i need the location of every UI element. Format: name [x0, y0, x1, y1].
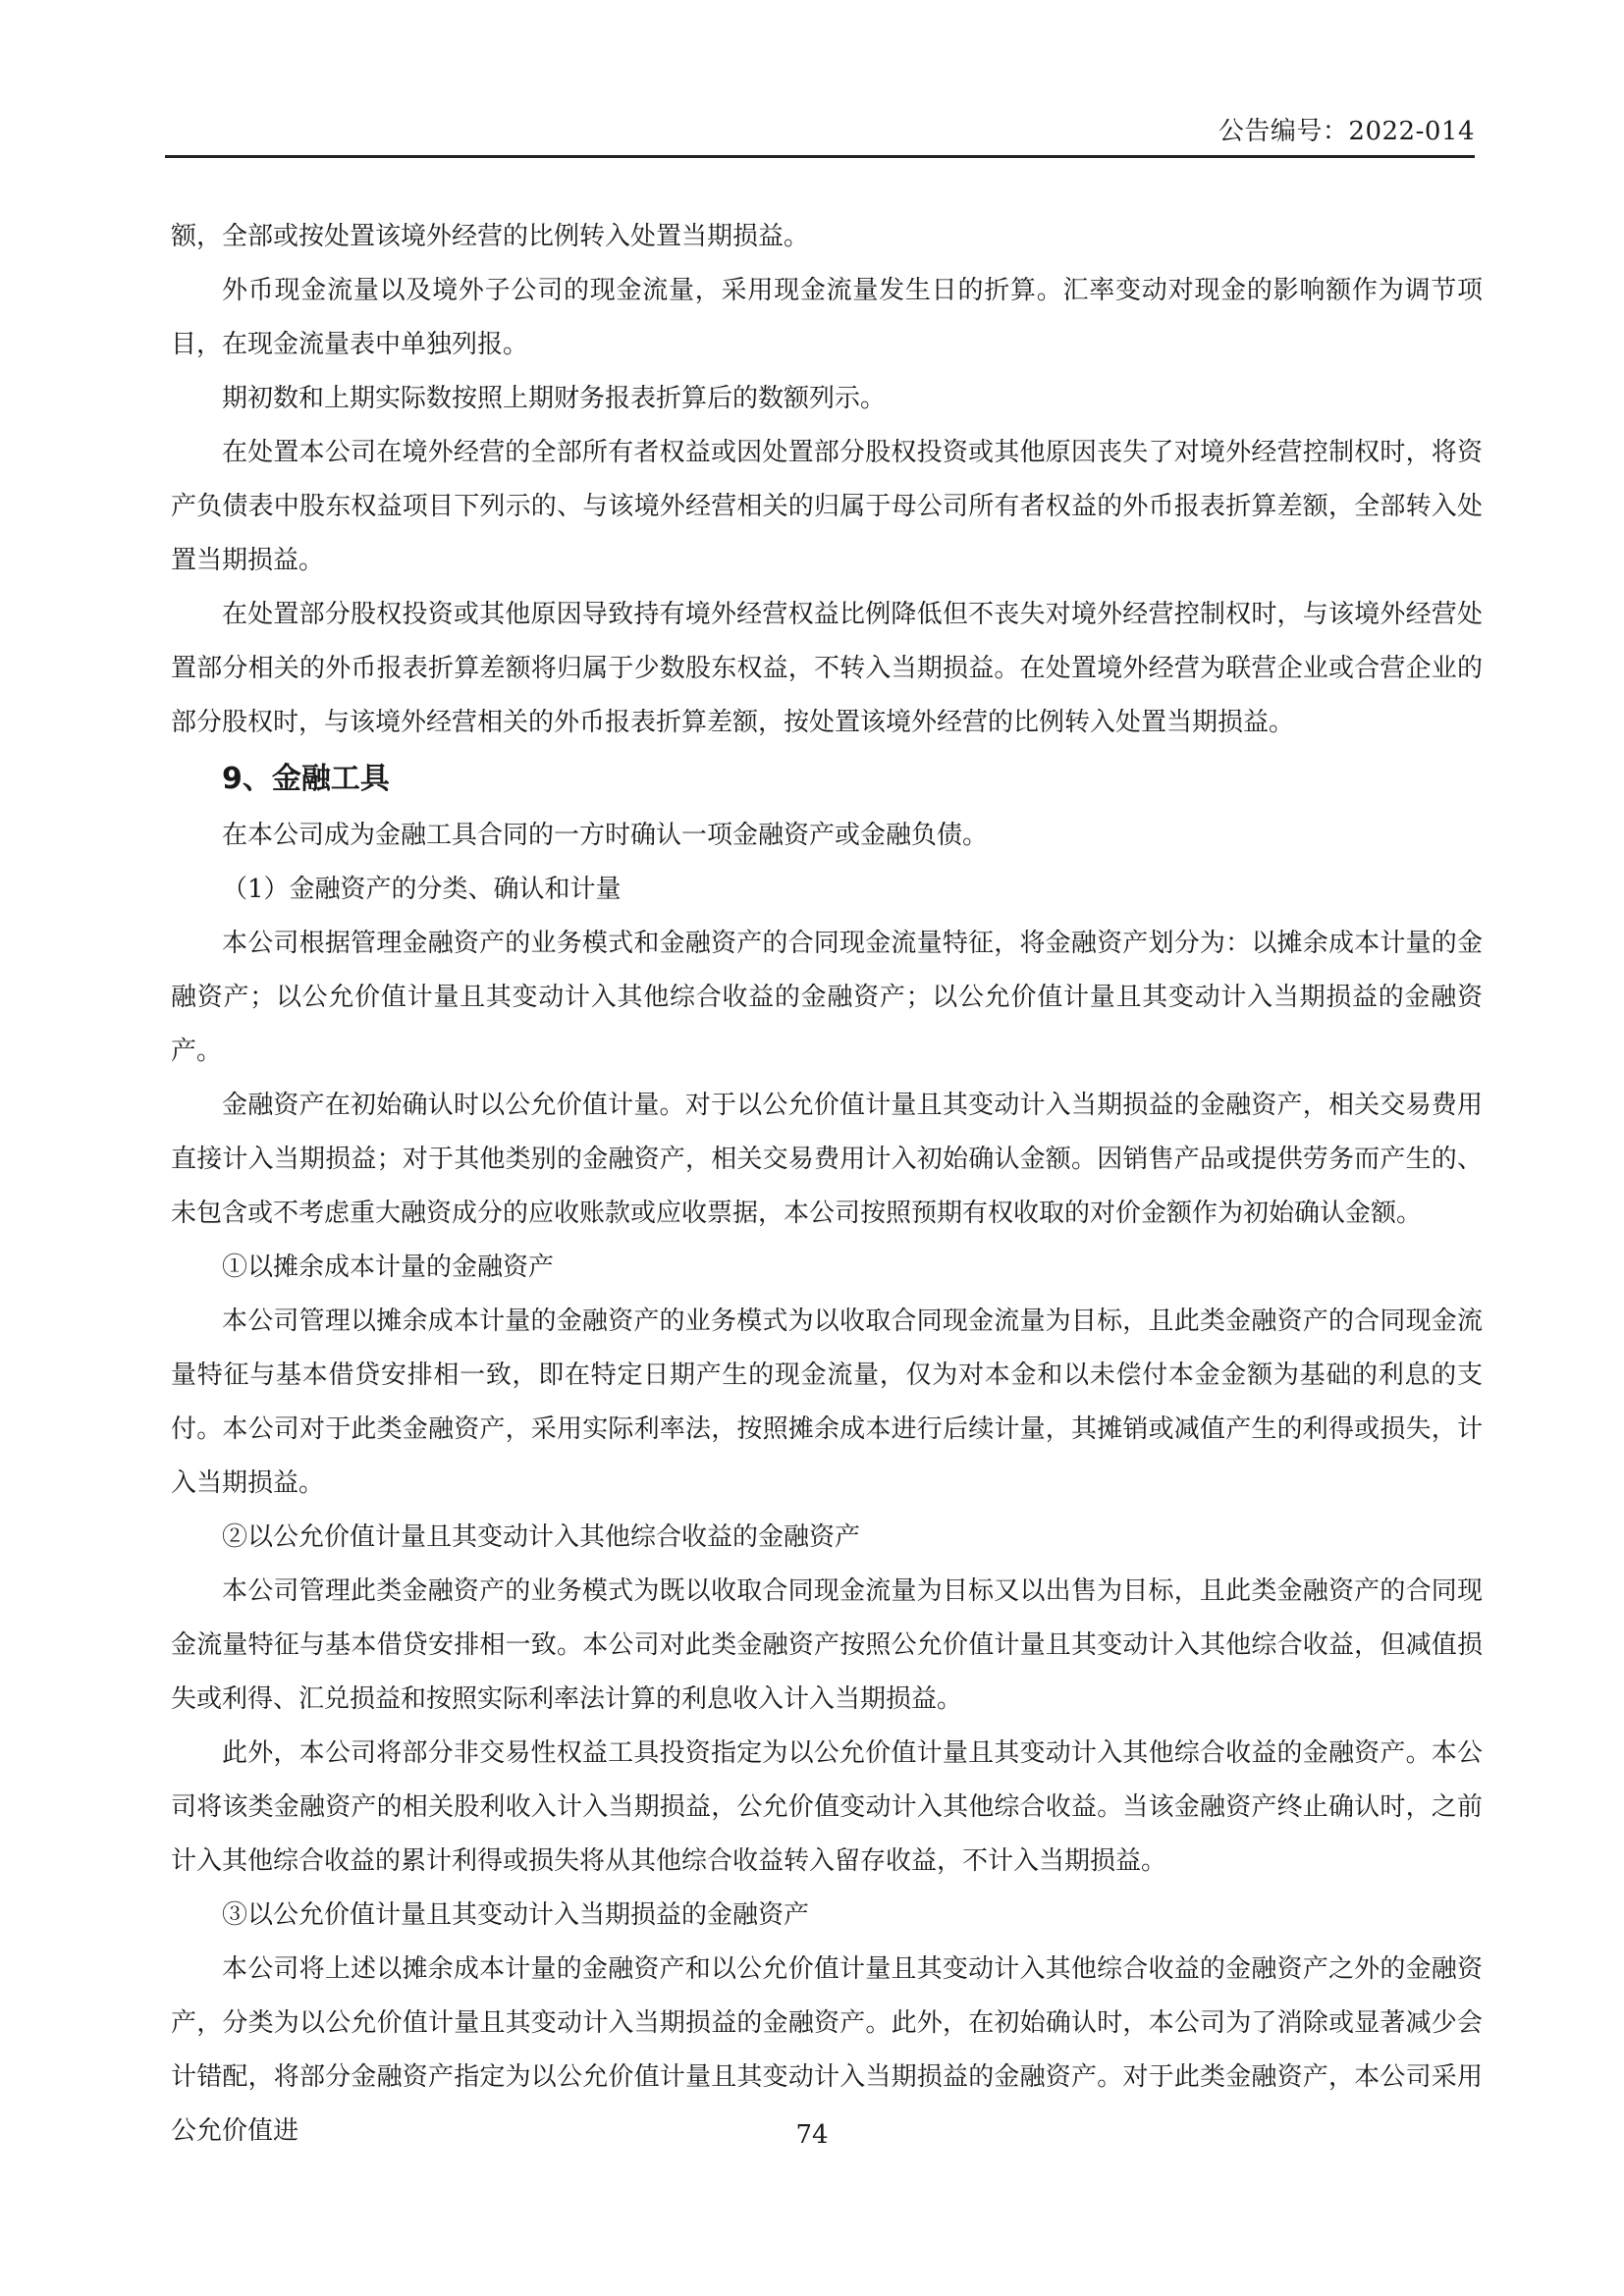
paragraph: 额，全部或按处置该境外经营的比例转入处置当期损益。	[171, 222, 810, 251]
paragraph: 本公司将上述以摊余成本计量的金融资产和以公允价值计量且其变动计入其他综合收益的金融资产之外的金融资产，分类为以公允价值计量且其变动计入当期损益的金融资产。此外，在初始确认时，本公司为了消除或显著减少会计错配，将部分金融资产指定为以公允价值计量且其变动计入当期损益的金融资产。对于此类金融资产，本公司采用公允价值进	[171, 1954, 1483, 2146]
paragraph: 在处置本公司在境外经营的全部所有者权益或因处置部分股权投资或其他原因丧失了对境外经营控制权时，将资产负债表中股东权益项目下列示的、与该境外经营相关的归属于母公司所有者权益的外币报表折算差额，全部转入处置当期损益。	[171, 438, 1483, 575]
item-heading: ②以公允价值计量且其变动计入其他综合收益的金融资产	[222, 1522, 861, 1552]
page-number: 74	[795, 2120, 829, 2150]
item-heading: ①以摊余成本计量的金融资产	[222, 1253, 555, 1282]
document-body	[171, 210, 1483, 2159]
paragraph: 此外，本公司将部分非交易性权益工具投资指定为以公允价值计量且其变动计入其他综合收益的金融资产。本公司将该类金融资产的相关股利收入计入当期损益，公允价值变动计入其他综合收益。当该金融资产终止确认时，之前计入其他综合收益的累计利得或损失将从其他综合收益转入留存收益，不计入当期损益。	[171, 1738, 1483, 1876]
paragraph: 本公司管理此类金融资产的业务模式为既以收取合同现金流量为目标又以出售为目标，且此类金融资产的合同现金流量特征与基本借贷安排相一致。本公司对此类金融资产按照公允价值计量且其变动计入其他综合收益，但减值损失或利得、汇兑损益和按照实际利率法计算的利息收入计入当期损益。	[171, 1576, 1483, 1714]
paragraph: 在本公司成为金融工具合同的一方时确认一项金融资产或金融负债。	[222, 821, 989, 850]
paragraph: 金融资产在初始确认时以公允价值计量。对于以公允价值计量且其变动计入当期损益的金融资产，相关交易费用直接计入当期损益；对于其他类别的金融资产，相关交易费用计入初始确认金额。因销售产品或提供劳务而产生的、未包含或不考虑重大融资成分的应收账款或应收票据，本公司按照预期有权收取的对价金额作为初始确认金额。	[171, 1091, 1483, 1228]
section-heading: 9、金融工具	[222, 762, 390, 796]
announcement-number: 公告编号：2022-014	[1218, 117, 1475, 146]
paragraph: 在处置部分股权投资或其他原因导致持有境外经营权益比例降低但不丧失对境外经营控制权时，与该境外经营处置部分相关的外币报表折算差额将归属于少数股东权益，不转入当期损益。在处置境外经营为联营企业或合营企业的部分股权时，与该境外经营相关的外币报表折算差额，按处置该境外经营的比例转入处置当期损益。	[171, 600, 1483, 737]
paragraph: 期初数和上期实际数按照上期财务报表折算后的数额列示。	[222, 384, 887, 413]
page-header	[165, 116, 1475, 153]
item-heading: ③以公允价值计量且其变动计入当期损益的金融资产	[222, 1900, 810, 1930]
paragraph: 本公司管理以摊余成本计量的金融资产的业务模式为以收取合同现金流量为目标，且此类金融资产的合同现金流量特征与基本借贷安排相一致，即在特定日期产生的现金流量，仅为对本金和以未偿付本金金额为基础的利息的支付。本公司对于此类金融资产，采用实际利率法，按照摊余成本进行后续计量，其摊销或减值产生的利得或损失，计入当期损益。	[171, 1307, 1483, 1498]
paragraph: 本公司根据管理金融资产的业务模式和金融资产的合同现金流量特征，将金融资产划分为：以摊余成本计量的金融资产；以公允价值计量且其变动计入其他综合收益的金融资产；以公允价值计量且其变动计入当期损益的金融资产。	[171, 929, 1483, 1066]
paragraph: 外币现金流量以及境外子公司的现金流量，采用现金流量发生日的折算。汇率变动对现金的影响额作为调节项目，在现金流量表中单独列报。	[171, 276, 1483, 359]
subsection-heading: （1）金融资产的分类、确认和计量	[222, 875, 622, 904]
header-rule	[165, 155, 1475, 158]
